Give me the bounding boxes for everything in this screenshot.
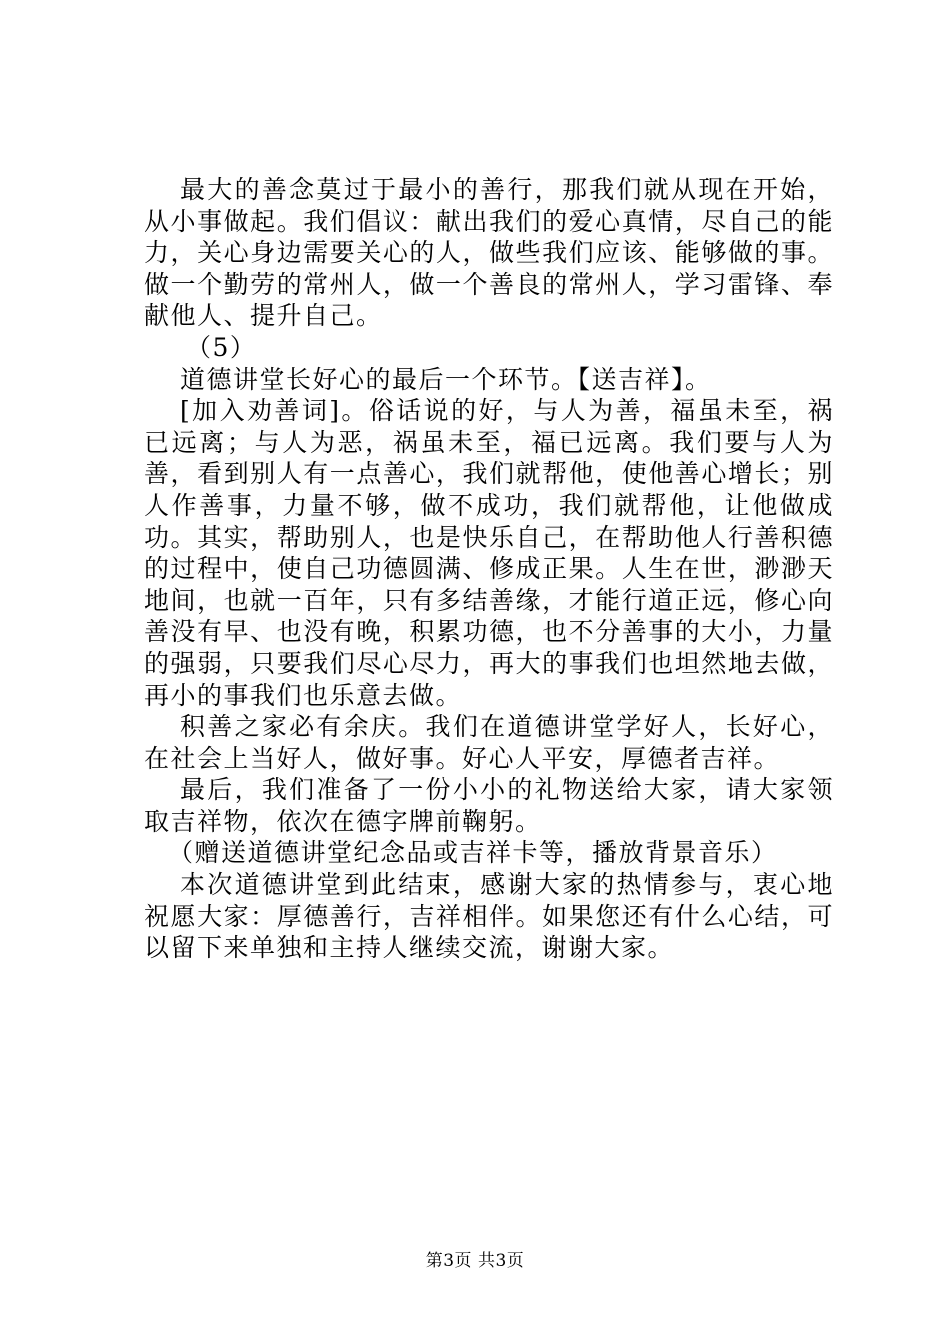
- paragraph-final-segment: 道德讲堂长好心的最后一个环节。【送吉祥】。: [180, 364, 712, 394]
- paragraph-proposal: 最大的善念莫过于最小的善行，那我们就从现在开始，从小事做起。我们倡议：献出我们的爱心真情，尽自己的能力，关心身边需要关心的人，做些我们应该、能够做的事。做一个勤劳的常州人，做一个善良的常州人，学习雷锋、奉献他人、提升自己。: [144, 175, 834, 331]
- paragraph-good-family: 积善之家必有余庆。我们在道德讲堂学好人，长好心，在社会上当好人，做好事。好心人平安，厚德者吉祥。: [144, 712, 834, 773]
- document-body: [144, 174, 834, 964]
- paragraph-stage-direction: （赠送道德讲堂纪念品或吉祥卡等，播放背景音乐）: [168, 838, 778, 868]
- paragraph-gift: 最后，我们准备了一份小小的礼物送给大家，请大家领取吉祥物，依次在德字牌前鞠躬。: [144, 775, 834, 836]
- paragraph-exhortation: [加入劝善词]。俗话说的好，与人为善，福虽未至，祸已远离；与人为恶，祸虽未至，福已远离。我们要与人为善，看到别人有一点善心，我们就帮他，使他善心增长；别人作善事，力量不够，做不成功，我们就帮他，让他做成功。其实，帮助别人，也是快乐自己，在帮助他人行善积德的过程中，使自己功德圆满、修成正果。人生在世，渺渺天地间，也就一百年，只有多结善缘，才能行道正远，修心向善没有早、也没有晚，积累功德，也不分善事的大小，力量的强弱，只要我们尽心尽力，再大的事我们也坦然地去做，再小的事我们也乐意去做。: [144, 396, 834, 710]
- paragraph-closing: 本次道德讲堂到此结束，感谢大家的热情参与，衷心地祝愿大家：厚德善行，吉祥相伴。如果您还有什么心结，可以留下来单独和主持人继续交流，谢谢大家。: [144, 870, 834, 963]
- page-footer: 第3页 共3页: [425, 1251, 525, 1271]
- section-number: （5）: [186, 332, 257, 362]
